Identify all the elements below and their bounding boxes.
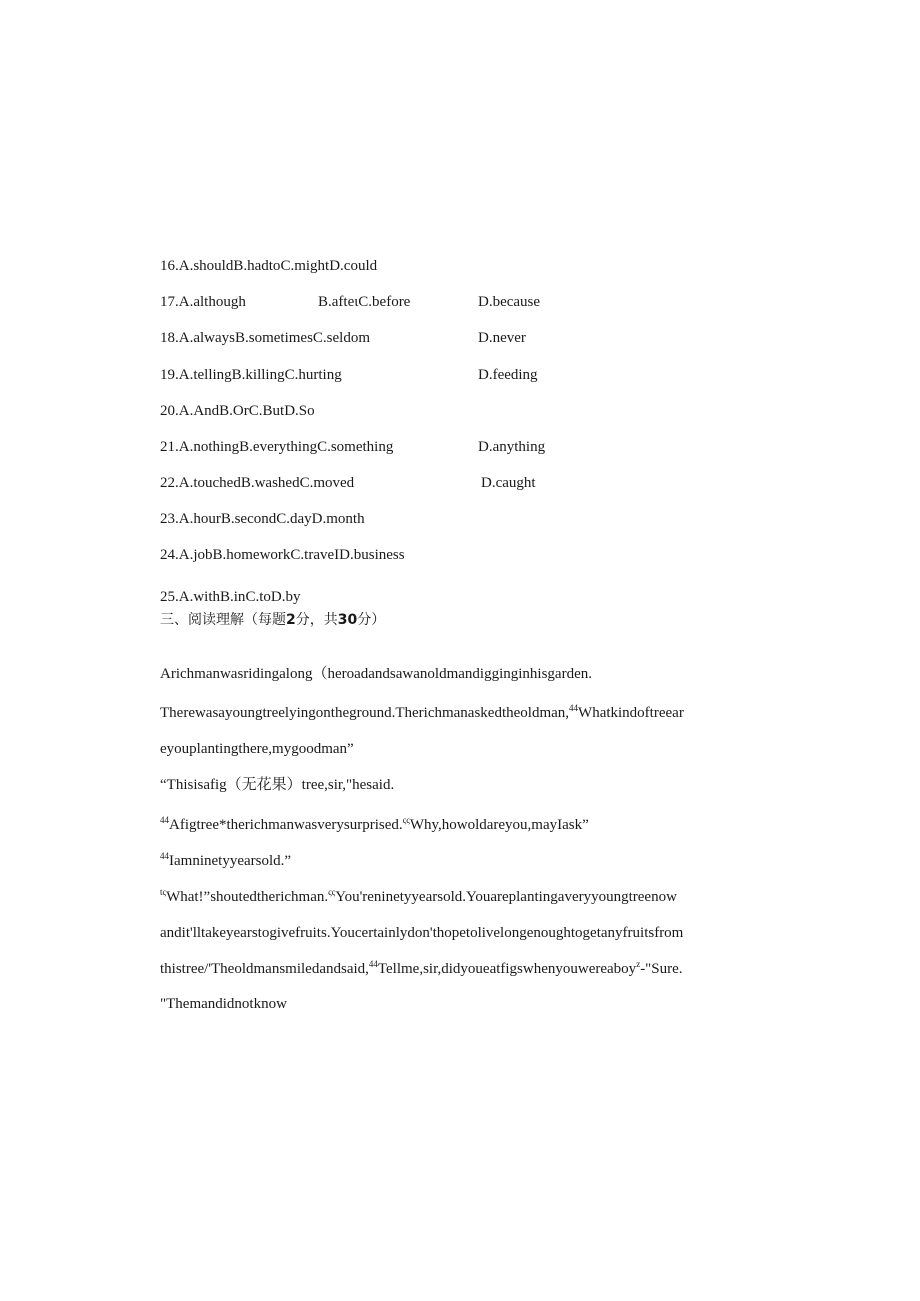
passage-line-4: “Thisisafig（无花果）tree,sir,"hesaid. — [160, 777, 395, 793]
passage-text: Whatkindoftreear — [578, 705, 684, 721]
passage-line-9 — [160, 960, 683, 978]
option-c: C.seldom — [312, 330, 371, 346]
passage-line-2 — [160, 704, 684, 722]
heading-middle: 分，共 — [295, 612, 338, 628]
option-c: C.something — [317, 439, 394, 455]
option-a: A.hour — [178, 511, 221, 527]
option-c: C.might — [280, 258, 330, 274]
passage-text: Tellme,sir,didyoueatfigswhenyouwereaboy — [377, 961, 637, 977]
option-c: C.hurting — [284, 367, 342, 383]
option-a: A.telling — [178, 367, 232, 383]
question-16 — [160, 257, 377, 275]
passage-line-3: eyouplantingthere,mygoodman” — [160, 741, 354, 757]
passage-line-5 — [160, 816, 589, 834]
option-d: D.could — [329, 258, 378, 274]
quote-mark: ςς — [328, 887, 336, 897]
heading-prefix: 三、阅读理解（每题 — [160, 612, 286, 628]
section-heading — [160, 611, 385, 629]
question-22 — [160, 474, 860, 492]
option-d: D.month — [311, 511, 365, 527]
passage-text: What!”shoutedtherichman. — [166, 889, 329, 905]
passage-line-1: Arichmanwasridingalong（heroadandsawanoldmandigginginhisgarden. — [160, 666, 592, 682]
option-b: B.killing — [231, 367, 285, 383]
points-each: 2 — [286, 612, 296, 628]
option-a: A.And — [178, 403, 220, 419]
question-number: 25. — [160, 589, 179, 605]
option-b: B.sometimes — [235, 330, 313, 346]
question-20 — [160, 402, 315, 420]
option-d: D.caught — [481, 475, 536, 491]
option-c: C.But — [248, 403, 285, 419]
option-a: A.always — [178, 330, 235, 346]
quote-mark: 44 — [368, 959, 378, 969]
question-number: 18. — [160, 330, 179, 346]
passage-text: You'reninetyyearsold.Youareplantingaveryyoungtreenow — [335, 889, 677, 905]
quote-mark: tς — [160, 887, 167, 897]
option-d: D.never — [478, 330, 526, 346]
option-a: A.job — [178, 547, 213, 563]
option-b-c — [318, 293, 410, 311]
passage-text: -"Sure. — [640, 961, 683, 977]
question-19 — [160, 366, 860, 384]
passage-text: Therewasayoungtreelyingontheground.Therichmanaskedtheoldman, — [160, 705, 570, 721]
quote-mark: 44 — [569, 703, 579, 713]
option-d: D.by — [270, 589, 301, 605]
option-d: D.anything — [478, 439, 546, 455]
option-a: A.with — [178, 589, 220, 605]
question-18 — [160, 329, 860, 347]
passage-line-6 — [160, 852, 291, 870]
quote-mark: 44 — [160, 851, 169, 861]
option-c: C.traveI — [290, 547, 340, 563]
question-number: 20. — [160, 403, 179, 419]
option-a: A.nothing — [178, 439, 240, 455]
option-c: C.moved — [299, 475, 355, 491]
option-c: C.before — [358, 294, 411, 310]
option-b: B.washed — [240, 475, 300, 491]
option-a: A.touched — [178, 475, 241, 491]
option-b: B.in — [220, 589, 246, 605]
option-b: B.everything — [239, 439, 318, 455]
quote-mark: z — [636, 959, 641, 969]
points-total: 30 — [337, 612, 358, 628]
passage-line-10: "Themandidnotknow — [160, 996, 287, 1012]
option-c: C.day — [276, 511, 312, 527]
option-d: D.business — [339, 547, 405, 563]
heading-suffix: 分） — [357, 612, 386, 628]
option-b: B.Or — [219, 403, 249, 419]
question-number: 24. — [160, 547, 179, 563]
question-24 — [160, 546, 405, 564]
option-d: D.because — [478, 294, 541, 310]
passage-text: thistree/'Theoldmansmiledandsaid, — [160, 961, 369, 977]
question-number: 21. — [160, 439, 179, 455]
question-25 — [160, 588, 300, 606]
quote-mark: ςς — [402, 815, 410, 825]
question-23 — [160, 510, 365, 528]
option-b: B.second — [220, 511, 277, 527]
option-b: B.hadto — [233, 258, 281, 274]
option-a: A.although — [178, 294, 246, 310]
question-21 — [160, 438, 860, 456]
question-number: 23. — [160, 511, 179, 527]
option-d: D.feeding — [478, 367, 538, 383]
quote-mark: 44 — [160, 815, 169, 825]
option-d: D.So — [284, 403, 315, 419]
passage-text: Why,howoldareyou,mayIask” — [409, 817, 589, 833]
option-b: B.afteι — [318, 294, 359, 310]
option-a: A.should — [178, 258, 234, 274]
question-number: 17. — [160, 294, 179, 310]
option-c: C.to — [245, 589, 271, 605]
question-number: 22. — [160, 475, 179, 491]
passage-text: Afigtree*therichmanwasverysurprised. — [169, 817, 403, 833]
option-b: B.homework — [212, 547, 291, 563]
passage-line-7 — [160, 888, 677, 906]
passage-text: Iamninetyyearsold.” — [169, 853, 292, 869]
question-17 — [160, 293, 860, 311]
passage-line-8: andit'lltakeyearstogivefruits.Youcertainlydon'thopetolivelongenoughtogetanyfruitsfrom — [160, 925, 684, 941]
question-number: 19. — [160, 367, 179, 383]
question-number: 16. — [160, 258, 179, 274]
